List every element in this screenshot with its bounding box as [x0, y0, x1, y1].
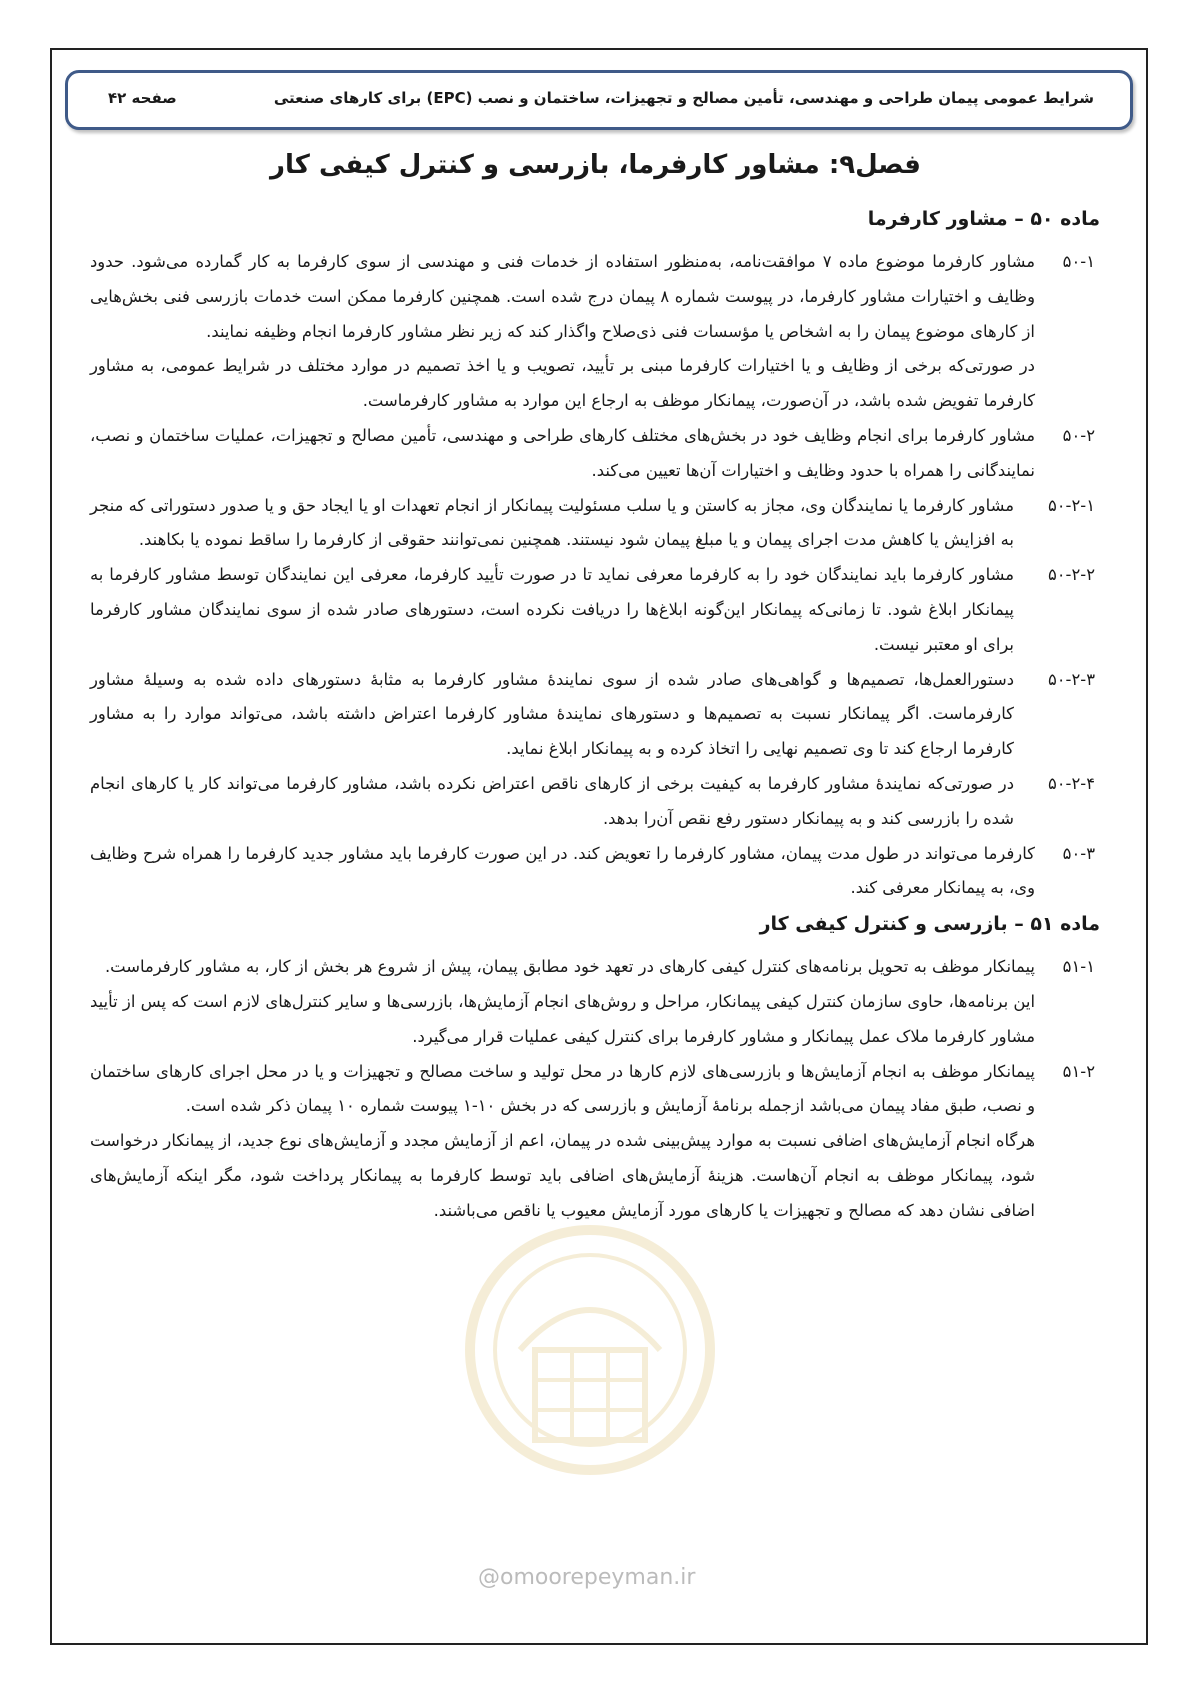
watermark-site: @omoorepeyman.ir — [478, 1565, 696, 1590]
clause-50-2-3 — [90, 663, 1095, 767]
clause-text: مشاور کارفرما باید نمایندگان خود را به کارفرما معرفی نماید تا در صورت تأیید کارفرما، معرفی این نمایندگان توسط مشاور کارفرما به پیمانکار ابلاغ شود. تا زمانی‌که پیمانکار این‌گونه ابلاغ‌ها را دریافت نکرده است، دستورهای صادر شده از سوی نمایندگان مشاور کارفرما برای او معتبر نیست. — [90, 565, 1014, 654]
clause-text: در صورتی‌که برخی از وظایف و یا اختیارات کارفرما مبنی بر تأیید، تصویب و یا اخذ تصمیم در موارد مختلف در شرایط عمومی، به مشاور کارفرما تفویض شده باشد، در آن‌صورت، پیمانکار موظف به ارجاع این موارد به مشاور کارفرماست. — [90, 356, 1035, 411]
chapter-title: فصل۹: مشاور کارفرما، بازرسی و کنترل کیفی کار — [270, 150, 921, 180]
clause-50-2-4 — [90, 767, 1095, 837]
clause-number: ۵۰-۲-۲ — [1047, 565, 1095, 585]
article-50-title: ماده ۵۰ – مشاور کارفرما — [867, 208, 1100, 230]
clause-number: ۵۰-۲-۳ — [1047, 669, 1095, 689]
clause-text: این برنامه‌ها، حاوی سازمان کنترل کیفی پیمانکار، مراحل و روش‌های انجام آزمایش‌ها، بازرسی‌ها و سایر کنترل‌های لازم است که پس از تأیید مشاور کارفرما ملاک عمل پیمانکار و مشاور کارفرما برای کنترل کیفی عملیات قرار می‌گیرد. — [90, 991, 1035, 1046]
clause-51-1-continued — [90, 985, 1095, 1055]
clause-number: ۵۱-۲ — [1062, 1061, 1095, 1081]
clause-text: کارفرما می‌تواند در طول مدت پیمان، مشاور کارفرما را تعویض کند. در این صورت کارفرما باید مشاور جدید کارفرما را همراه شرح وظایف وی، به پیمانکار معرفی کند. — [90, 843, 1035, 898]
clause-number: ۵۱-۱ — [1062, 957, 1095, 977]
clause-number: ۵۰-۲-۱ — [1047, 495, 1095, 515]
clause-text: در صورتی‌که نمایندهٔ مشاور کارفرما به کیفیت برخی از کارهای ناقص اعتراض نکرده باشد، مشاور کارفرما می‌تواند کار یا کارهای انجام شده را بازرسی کند و به پیمانکار دستور رفع نقص آن‌را بدهد. — [90, 773, 1014, 828]
page-number: صفحه ۴۲ — [108, 89, 177, 107]
clause-text: دستورالعمل‌ها، تصمیم‌ها و گواهی‌های صادر شده از سوی نمایندهٔ مشاور کارفرما به مثابهٔ دستورهای داده شده به وسیلهٔ مشاور کارفرماست. اگر پیمانکار نسبت به تصمیم‌ها و دستورهای نمایندهٔ مشاور کارفرما اعتراض داشته باشد، می‌تواند موارد را به مشاور کارفرما ارجاع کند تا وی تصمیم نهایی را اتخاذ کرده و به پیمانکار ابلاغ نماید. — [90, 669, 1014, 759]
clause-text: پیمانکار موظف به تحویل برنامه‌های کنترل کیفی کارهای در تعهد خود مطابق پیمان، پیش از شروع هر بخش از کار، به مشاور کارفرماست. — [104, 957, 1035, 977]
clause-50-2 — [90, 419, 1095, 489]
clause-number: ۵۰-۲ — [1062, 425, 1095, 445]
header-title: شرایط عمومی پیمان طراحی و مهندسی، تأمین مصالح و تجهیزات، ساختمان و نصب (EPC) برای کارهای صنعتی — [273, 89, 1094, 107]
clause-number: ۵۰-۲-۴ — [1047, 773, 1095, 793]
watermark-logo — [460, 1200, 720, 1530]
article-51-title: ماده ۵۱ – بازرسی و کنترل کیفی کار — [759, 913, 1100, 936]
clause-51-2-continued — [90, 1124, 1095, 1228]
clause-51-1 — [90, 950, 1095, 985]
clause-number: ۵۰-۱ — [1062, 252, 1095, 271]
clause-text: مشاور کارفرما موضوع ماده ۷ موافقت‌نامه، به‌منظور استفاده از خدمات فنی و مهندسی از سوی کارفرما به کار گمارده می‌شود. حدود وظایف و اختیارات مشاور کارفرما، در پیوست شماره ۸ پیمان درج شده است. همچنین کارفرما ممکن است خدمات بازرسی فنی بخش‌هایی از کارهای موضوع پیمان را به اشخاص یا مؤسسات فنی ذی‌صلاح واگذار کند که زیر نظر مشاور کارفرما انجام وظیفه نمایند. — [90, 252, 1035, 341]
clause-text: مشاور کارفرما برای انجام وظایف خود در بخش‌های مختلف کارهای طراحی و مهندسی، تأمین مصالح و تجهیزات، عملیات ساختمان و نصب، نمایندگانی را همراه با حدود وظایف و اختیارات آن‌ها تعیین می‌کند. — [90, 425, 1035, 480]
page-header — [65, 70, 1133, 130]
clause-50-1 — [90, 245, 1095, 349]
clause-50-2-2 — [90, 558, 1095, 662]
clause-50-2-1 — [90, 489, 1095, 559]
clause-51-2 — [90, 1055, 1095, 1125]
clause-50-3 — [90, 837, 1095, 907]
clause-50-1-continued — [90, 349, 1095, 419]
document-body — [90, 205, 1100, 1229]
clause-text: پیمانکار موظف به انجام آزمایش‌ها و بازرسی‌های لازم کارها در محل تولید و ساخت مصالح و تجهیزات و یا در محل اجرای کارهای ساختمان و نصب، طبق مفاد پیمان می‌باشد ازجمله برنامهٔ آزمایش و بازرسی که در بخش ۱۰-۱ پیوست شماره ۱۰ پیمان ذکر شده است. — [90, 1061, 1035, 1116]
clause-text: مشاور کارفرما یا نمایندگان وی، مجاز به کاستن و یا سلب مسئولیت پیمانکار از انجام تعهدات او یا ایجاد حق و یا صدور دستوراتی که منجر به افزایش یا کاهش مدت اجرای پیمان و یا مبلغ پیمان شود نیستند. همچنین نمی‌توانند حقوقی از کارفرما را ساقط نموده یا بکاهند. — [90, 495, 1014, 550]
clause-text: هرگاه انجام آزمایش‌های اضافی نسبت به موارد پیش‌بینی شده در پیمان، اعم از آزمایش مجدد و آزمایش‌های نوع جدید، از پیمانکار درخواست شود، پیمانکار موظف به انجام آن‌هاست. هزینهٔ آزمایش‌های اضافی باید توسط کارفرما به پیمانکار پرداخت شود، مگر اینکه آزمایش‌های اضافی نشان دهد که مصالح و تجهیزات یا کارهای مورد آزمایش معیوب یا ناقص می‌باشند. — [90, 1131, 1035, 1220]
clause-number: ۵۰-۳ — [1062, 843, 1095, 863]
